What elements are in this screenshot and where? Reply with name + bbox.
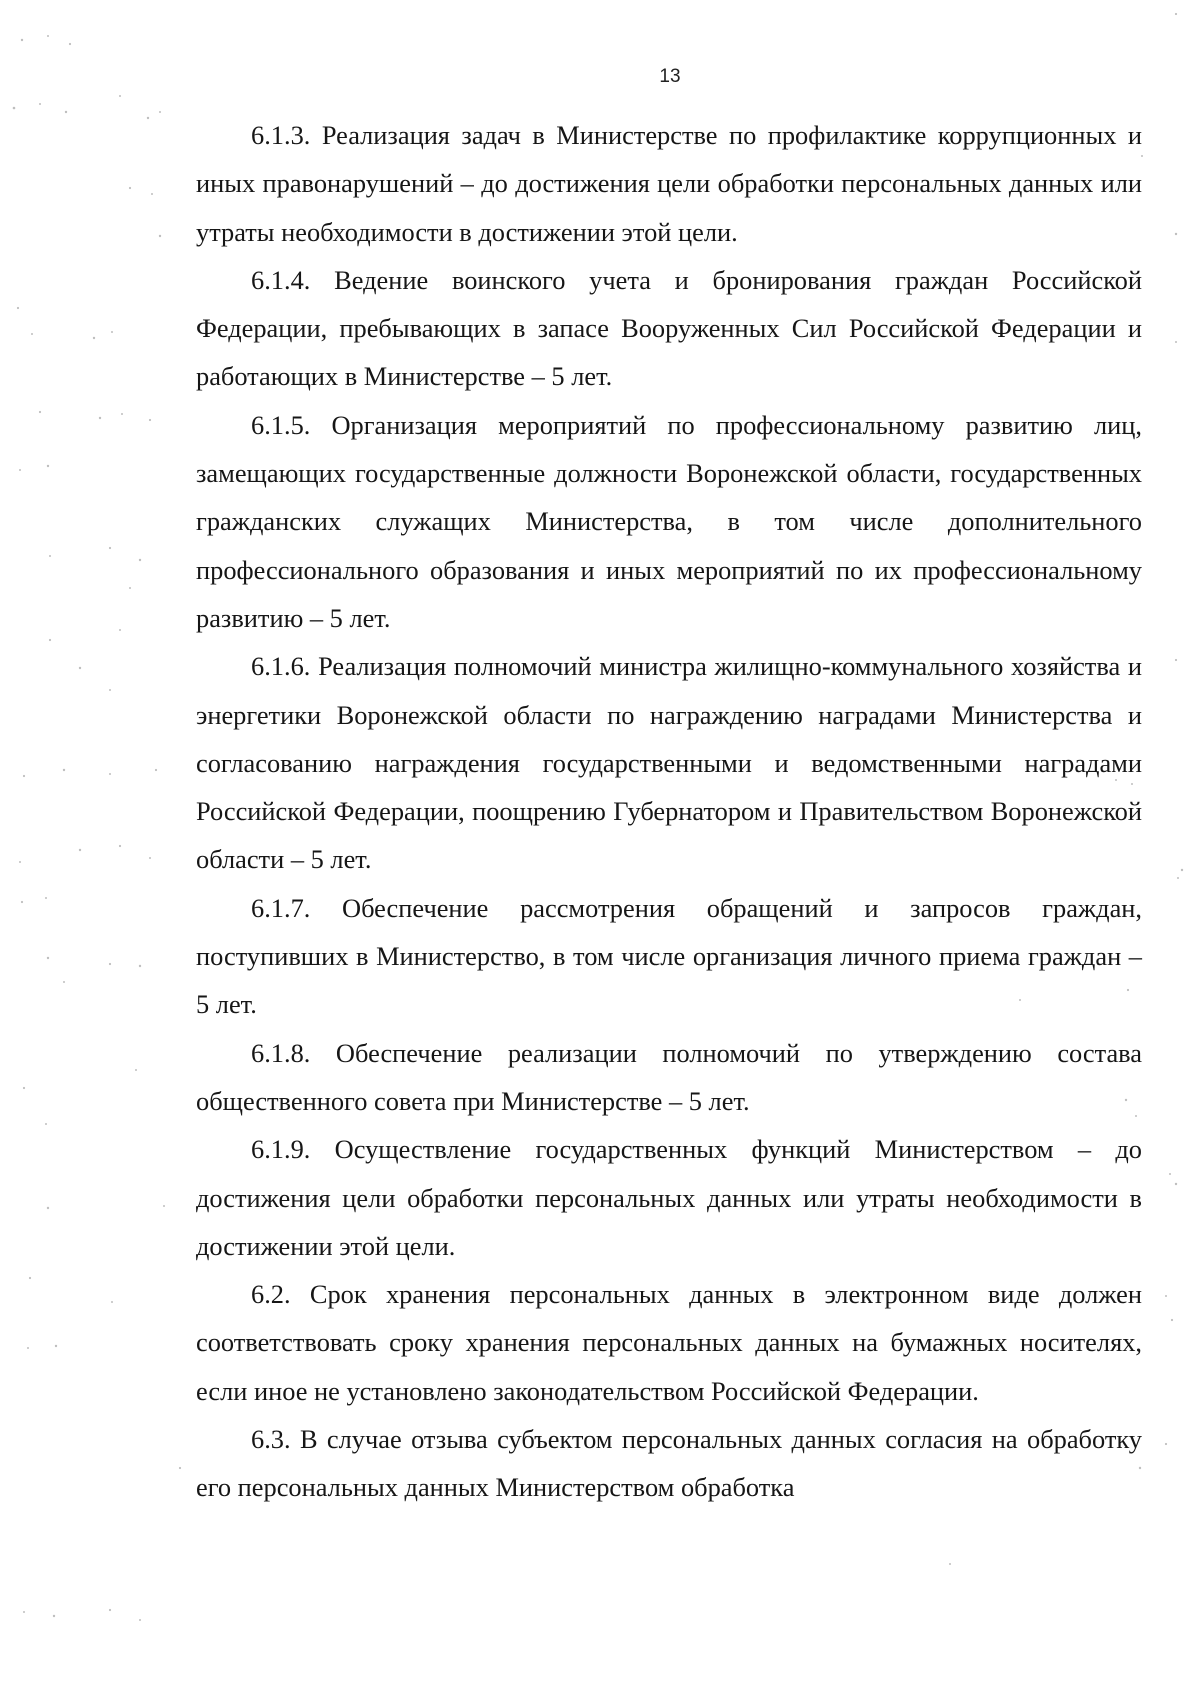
paragraph-6-1-5: 6.1.5. Организация мероприятий по профессиональному развитию лиц, замещающих государственные должности Воронежской области, государственных гражданских служащих Министерства, в том числе дополнительного профессионального образования и иных мероприятий по их профессиональному развитию – 5 лет. — [196, 409, 1142, 633]
paragraph-6-1-8: 6.1.8. Обеспечение реализации полномочий по утверждению состава общественного совета при Министерстве – 5 лет. — [196, 1037, 1142, 1116]
paragraph-6-1-9: 6.1.9. Осуществление государственных функций Министерством – до достижения цели обработки персональных данных или утраты необходимости в достижении этой цели. — [196, 1134, 1142, 1261]
document-body — [196, 111, 1142, 1512]
paragraph-6-1-3: 6.1.3. Реализация задач в Министерстве по профилактике коррупционных и иных правонарушений – до достижения цели обработки персональных данных или утраты необходимости в достижении этой цели. — [196, 120, 1142, 247]
paragraph-6-1-4: 6.1.4. Ведение воинского учета и бронирования граждан Российской Федерации, пребывающих в запасе Вооруженных Сил Российской Федерации и работающих в Министерстве – 5 лет. — [196, 264, 1142, 392]
paragraph-6-3: 6.3. В случае отзыва субъектом персональных данных согласия на обработку его персональных данных Министерством обработка — [196, 1424, 1142, 1503]
paragraph-6-1-6: 6.1.6. Реализация полномочий министра жилищно-коммунального хозяйства и энергетики Воронежской области по награждению наградами Министерства и согласованию награждения государственными и ведомственными наградами Российской Федерации, поощрению Губернатором и Правительством Воронежской области – 5 лет. — [196, 651, 1142, 875]
paragraph-6-1-7: 6.1.7. Обеспечение рассмотрения обращений и запросов граждан, поступивших в Министерство, в том числе организация личного приема граждан – 5 лет. — [196, 892, 1142, 1020]
paragraph-6-2: 6.2. Срок хранения персональных данных в электронном виде должен соответствовать сроку хранения персональных данных на бумажных носителях, если иное не установлено законодательством Российской Федерации. — [196, 1279, 1142, 1406]
page-number: 13 — [659, 66, 681, 87]
